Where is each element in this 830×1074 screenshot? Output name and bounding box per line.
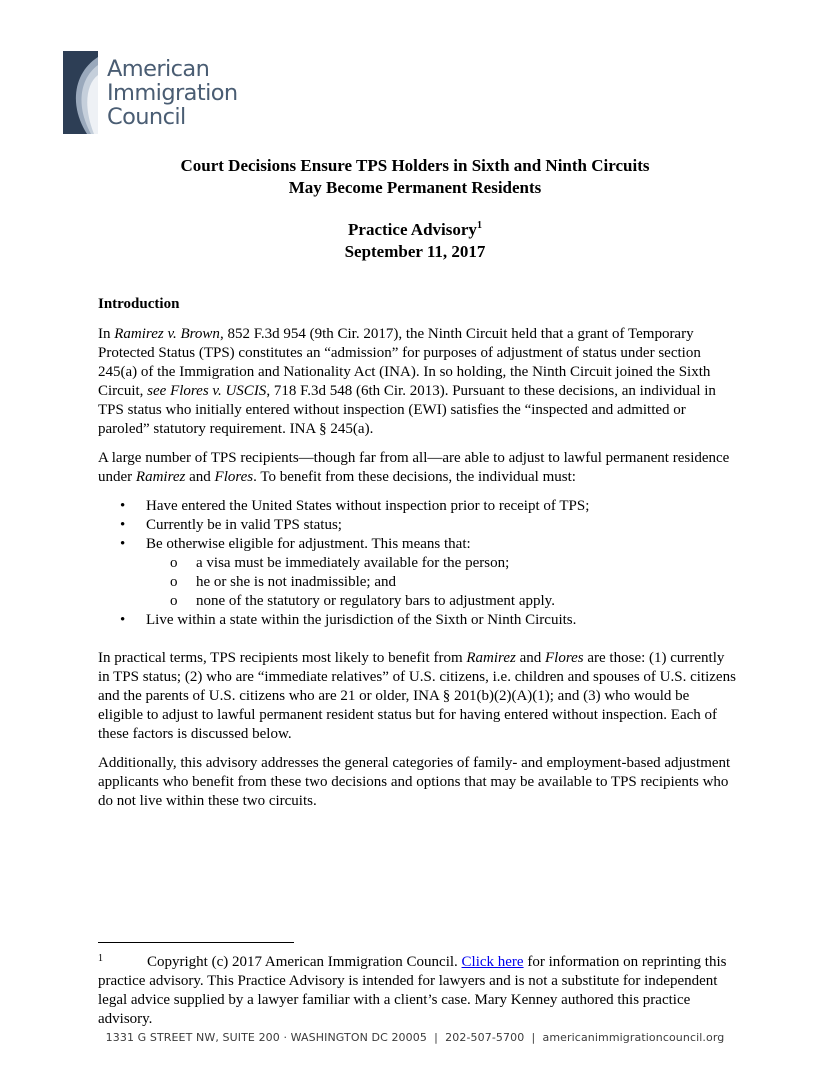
intro-paragraph-3 — [98, 649, 738, 744]
p3-text-1: In practical terms, TPS recipients most likely to benefit from — [98, 650, 467, 666]
footer-phone: 202-507-5700 — [445, 1031, 525, 1044]
list-item-text: Live within a state within the jurisdiction of the Sixth or Ninth Circuits. — [146, 612, 577, 628]
list-item — [98, 535, 738, 611]
p3-text-2: are those: (1) currently in TPS status; (2) who are “immediate relatives” of U.S. citizens, i.e. children and spouses of U.S. citizens and the parents of U.S. citizens who are 21 or older, INA § 201(b)(2)(A)(1); and (3) who would be eligible to adjust to lawful permanent resident status but for having entered without inspection. Each of these factors is discussed below. — [98, 650, 736, 742]
case-name-ramirez: Ramirez — [466, 650, 516, 666]
footnote-divider — [98, 942, 294, 943]
logo-mark-icon — [63, 51, 98, 134]
list-item — [98, 516, 738, 535]
advisory-date: September 11, 2017 — [344, 242, 486, 261]
logo-line-1: American — [107, 56, 210, 82]
footnote — [98, 953, 738, 1029]
advisory-heading — [0, 219, 830, 263]
eligibility-sub-list — [146, 554, 738, 611]
bullet-icon: • — [120, 498, 126, 514]
sub-bullet-icon: o — [170, 593, 178, 609]
footer-separator: | — [426, 1031, 446, 1044]
p2-text-1: A large number of TPS recipients—though far from all—are able to adjust to lawful permanent residence under — [98, 450, 730, 485]
case-name-ramirez: Ramirez — [135, 469, 186, 485]
footnote-number: 1 — [98, 953, 103, 964]
footnote-reference[interactable]: 1 — [476, 220, 482, 231]
logo-line-2: Immigration — [107, 80, 238, 106]
title-line-1: Court Decisions Ensure TPS Holders in Sixth and Ninth Circuits — [180, 156, 650, 175]
section-heading-introduction: Introduction — [98, 296, 180, 312]
bullet-icon: • — [120, 612, 126, 628]
sub-list-item-text: he or she is not inadmissible; and — [196, 574, 396, 590]
organization-logo — [63, 51, 243, 136]
contact-footer — [0, 1031, 830, 1044]
requirements-list — [98, 497, 738, 630]
p3-and: and — [515, 650, 546, 666]
case-citation-ramirez: Ramirez v. Brown — [114, 326, 220, 342]
footer-website[interactable]: americanimmigrationcouncil.org — [542, 1031, 725, 1044]
list-item — [98, 611, 738, 630]
p2-text-2: . To benefit from these decisions, the individual must: — [253, 469, 576, 485]
sub-list-item — [146, 573, 738, 592]
list-item-text: Be otherwise eligible for adjustment. This means that: — [146, 536, 471, 552]
sub-bullet-icon: o — [170, 555, 178, 571]
list-item-text: Have entered the United States without inspection prior to receipt of TPS; — [146, 498, 590, 514]
case-name-flores: Flores — [545, 650, 584, 666]
bullet-icon: • — [120, 517, 126, 533]
p1-lead: In — [98, 326, 115, 342]
p1-text-1: , 852 F.3d 954 (9th Cir. 2017), the Ninth Circuit held that a grant of Temporary Protected Status (TPS) constitutes an “admission” for purposes of adjustment of status under section 245(a) of the Immigration and Nationality Act (INA). In so holding, the Ninth Circuit joined the Sixth Circuit, — [98, 326, 711, 399]
case-name-flores: Flores — [214, 469, 254, 485]
case-citation-flores: see Flores v. USCIS — [147, 383, 267, 399]
logo-line-3: Council — [107, 104, 186, 130]
bullet-icon: • — [120, 536, 126, 552]
p1-text-2: , 718 F.3d 548 (6th Cir. 2013). Pursuant to these decisions, an individual in TPS status who initially entered without inspection (EWI) satisfies the “inspected and admitted or paroled” statutory requirement. INA § 245(a). — [98, 383, 716, 437]
sub-list-item-text: a visa must be immediately available for the person; — [196, 555, 510, 571]
footnote-text-1: Copyright (c) 2017 American Immigration Council. — [147, 954, 462, 970]
reprint-info-link[interactable]: Click here — [461, 954, 524, 970]
p2-and: and — [185, 469, 215, 485]
document-body — [98, 295, 738, 821]
footer-address: 1331 G STREET NW, SUITE 200 · WASHINGTON DC 20005 — [105, 1031, 427, 1044]
intro-paragraph-1 — [98, 325, 738, 439]
list-spacer — [98, 630, 738, 649]
footer-separator: | — [524, 1031, 543, 1044]
advisory-label-line — [0, 219, 830, 241]
sub-list-item — [146, 554, 738, 573]
intro-paragraph-2 — [98, 449, 738, 487]
title-line-2: May Become Permanent Residents — [288, 178, 542, 197]
sub-bullet-icon: o — [170, 574, 178, 590]
sub-list-item-text: none of the statutory or regulatory bars to adjustment apply. — [196, 593, 555, 609]
logo-wordmark — [107, 57, 238, 129]
list-item — [98, 497, 738, 516]
document-title — [0, 155, 830, 199]
intro-paragraph-4: Additionally, this advisory addresses the general categories of family- and employment-based adjustment applicants who benefit from these two decisions and options that may be available to TPS recipients who do not live within these two circuits. — [98, 755, 731, 809]
sub-list-item — [146, 592, 738, 611]
footnote-text-2: for information on reprinting this practice advisory. This Practice Advisory is intended for lawyers and is not a substitute for independent legal advice supplied by a lawyer familiar with a client’s case. Mary Kenney authored this practice advisory. — [98, 954, 727, 1027]
list-item-text: Currently be in valid TPS status; — [146, 517, 342, 533]
advisory-label: Practice Advisory — [348, 220, 477, 239]
